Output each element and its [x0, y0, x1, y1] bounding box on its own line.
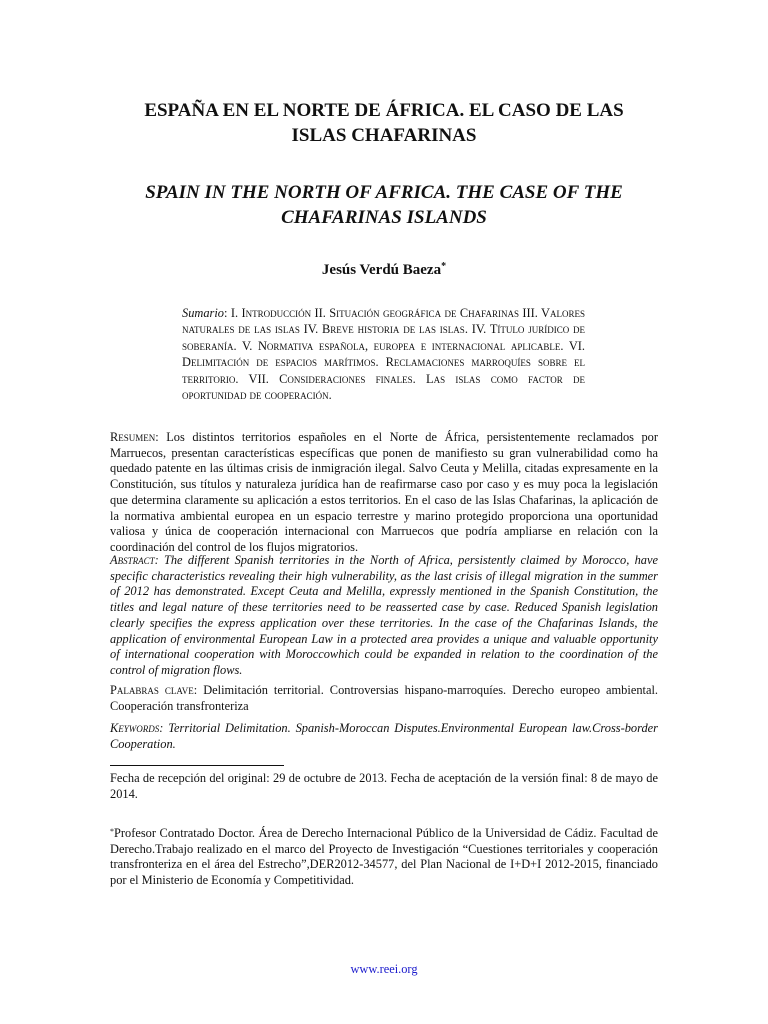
palabras-clave-label: Palabras clave: — [110, 683, 198, 697]
author-footnote — [110, 826, 658, 888]
keywords-text: Territorial Delimitation. Spanish-Moroccan Disputes.Environmental European law.Cross-border Cooperation. — [110, 721, 658, 751]
abstract-text: The different Spanish territories in the North of Africa, persistently claimed by Morocco, have specific characteristics revealing their high vulnerability, as the last crisis of illegal migration in the summer of 2012 has demonstrated. Except Ceuta and Melilla, expressly mentioned in the Spanish Constitution, the titles and legal nature of these territories need to be reasserted case by case. Reduced Spanish legislation clearly specifies the express application over these territories. In the case of the Chafarinas Islands, the application of environmental European Law in a protected area provides a unique and valuable opportunity of international cooperation with Moroccowhich could be expanded in relation to the coordination of the control of migration flows. — [110, 553, 658, 677]
resumen-text: Los distintos territorios españoles en el Norte de África, persistentemente reclamados por Marruecos, presentan características específicas que ponen de manifiesto su gran vulnerabilidad como ha quedado patente en las últimas crisis de inmigración ilegal. Salvo Ceuta y Melilla, citadas expresamente en la Constitución, sus títulos y naturaleza jurídica han de reafirmarse caso por caso y es muy poca la legislación que determina claramente su aplicación a estos territorios. En el caso de las Islas Chafarinas, la aplicación de la normativa ambiental europea en un espacio terrestre y marino protegido proporciona una oportunidad valiosa y única de cooperación internacional con Marruecos que podría ampliarse en relación con la coordinación del control de los flujos migratorios. — [110, 430, 658, 554]
english-title — [100, 180, 668, 230]
footnote-mark: * — [110, 827, 114, 836]
author-line — [100, 260, 668, 280]
resumen-label: Resumen: — [110, 430, 159, 444]
footer-link[interactable]: www.reei.org — [350, 962, 418, 976]
resumen-paragraph — [110, 430, 658, 556]
summary-label: Sumario — [182, 306, 224, 320]
footnote-text: Profesor Contratado Doctor. Área de Derecho Internacional Público de la Universidad de Cádiz. Facultad de Derecho.Trabajo realizado en el marco del Proyecto de Investigación “Cuestiones territoriales y cooperación transfronteriza en el área del Estrecho”,DER2012-34577, del Plan Nacional de I+D+I 2012-2015, financiado por el Ministerio de Economía y Competitividad. — [110, 826, 658, 887]
spanish-title-line-2: ISLAS CHAFARINAS — [291, 125, 477, 146]
keywords-label: Keywords: — [110, 721, 164, 735]
english-title-line-1: SPAIN IN THE NORTH OF AFRICA. THE CASE OF THE — [145, 182, 623, 203]
keywords-paragraph — [110, 721, 658, 752]
english-title-line-2: CHAFARINAS ISLANDS — [281, 207, 487, 228]
palabras-clave-text: Delimitación territorial. Controversias hispano-marroquíes. Derecho europeo ambiental. Cooperación transfronteriza — [110, 683, 658, 713]
author-footnote-mark[interactable]: * — [441, 261, 447, 272]
abstract-paragraph — [110, 553, 658, 679]
abstract-label: Abstract: — [110, 553, 159, 567]
palabras-clave-paragraph — [110, 683, 658, 714]
date-note: Fecha de recepción del original: 29 de octubre de 2013. Fecha de aceptación de la versión final: 8 de mayo de 2014. — [110, 771, 658, 801]
author-name: Jesús Verdú Baeza — [321, 262, 442, 278]
spanish-title-line-1: ESPAÑA EN EL NORTE DE ÁFRICA. EL CASO DE LAS — [144, 100, 624, 121]
summary-text: : I. Introducción II. Situación geográfica de Chafarinas III. Valores naturales de las islas IV. Breve historia de las islas. IV. Título jurídico de soberanía. V. Normativa española, europea e internacional aplicable. VI. Delimitación de espacios marítimos. Reclamaciones marroquíes sobre el territorio. VII. Consideraciones finales. Las islas como factor de oportunidad de cooperación. — [182, 306, 585, 403]
footnote-divider — [110, 765, 284, 766]
spanish-title — [100, 98, 668, 148]
summary-contents — [182, 305, 585, 403]
